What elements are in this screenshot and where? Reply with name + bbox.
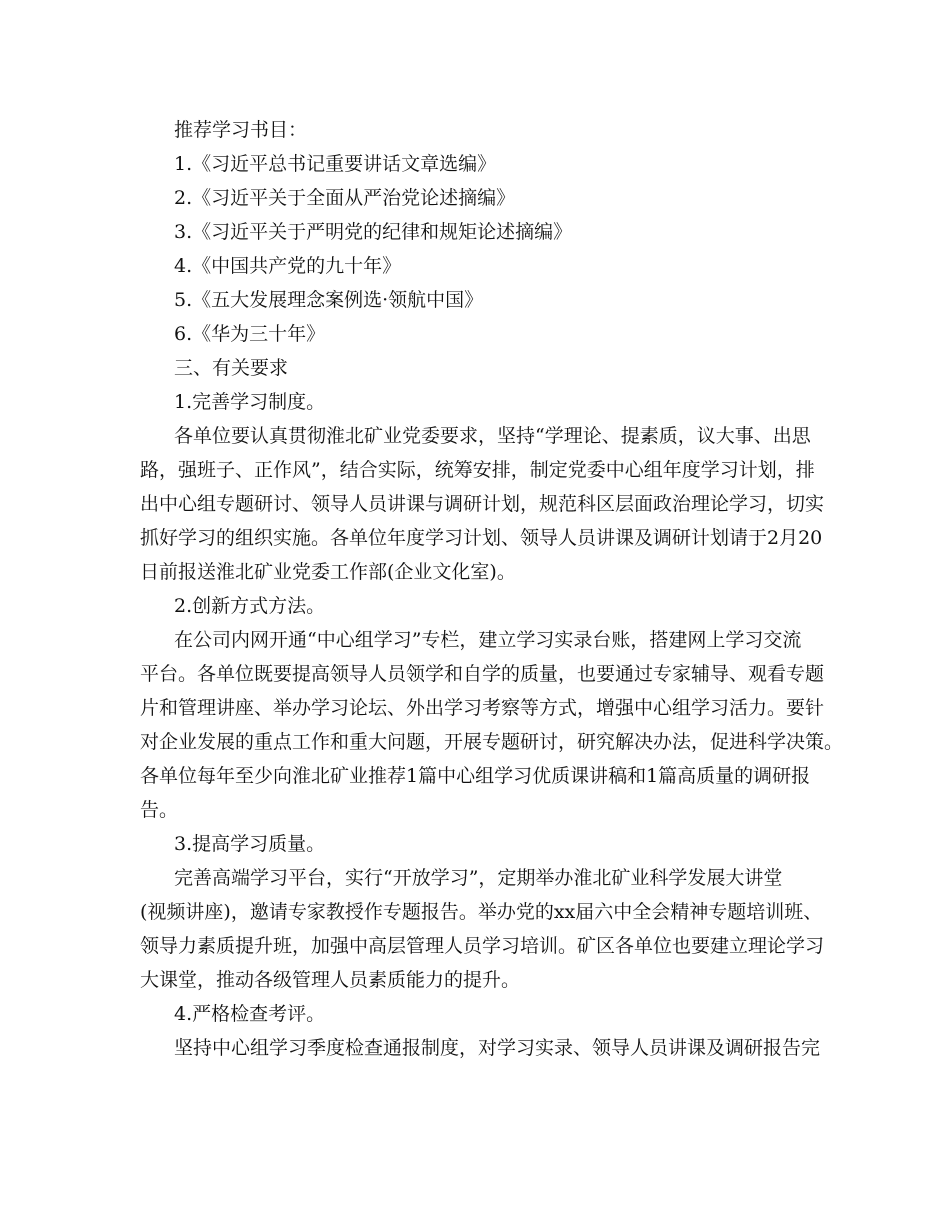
book-item: 2.《习近平关于全面从严治党论述摘编》 <box>174 187 516 209</box>
paragraph-line: 各单位要认真贯彻淮北矿业党委要求，坚持“学理论、提素质，议大事、出思 <box>174 425 811 447</box>
paragraph-line: 领导力素质提升班，加强中高层管理人员学习培训。矿区各单位也要建立理论学习 <box>140 935 825 957</box>
paragraph-line: 大课堂，推动各级管理人员素质能力的提升。 <box>140 969 521 991</box>
item-heading: 3.提高学习质量。 <box>174 833 326 855</box>
paragraph-line: 日前报送淮北矿业党委工作部(企业文化室)。 <box>140 561 516 583</box>
book-item: 3.《习近平关于严明党的纪律和规矩论述摘编》 <box>174 221 573 243</box>
item-heading: 4.严格检查考评。 <box>174 1003 326 1025</box>
paragraph-line: 完善高端学习平台，实行“开放学习”，定期举办淮北矿业科学发展大讲堂 <box>174 867 783 889</box>
paragraph-line: 抓好学习的组织实施。各单位年度学习计划、领导人员讲课及调研计划请于2月20 <box>140 527 823 549</box>
paragraph-line: 出中心组专题研讨、领导人员讲课与调研计划，规范科区层面政治理论学习，切实 <box>140 493 825 515</box>
book-item: 6.《华为三十年》 <box>174 323 326 345</box>
paragraph-line: 对企业发展的重点工作和重大问题，开展专题研讨，研究解决办法，促进科学决策。 <box>140 731 844 753</box>
paragraph-line: 平台。各单位既要提高领导人员领学和自学的质量，也要通过专家辅导、观看专题 <box>140 663 825 685</box>
paragraph-line: (视频讲座)，邀请专家教授作专题报告。举办党的xx届六中全会精神专题培训班、 <box>140 901 823 923</box>
paragraph-line: 告。 <box>140 799 179 821</box>
paragraph-line: 各单位每年至少向淮北矿业推荐1篇中心组学习优质课讲稿和1篇高质量的调研报 <box>140 765 811 787</box>
booklist-heading: 推荐学习书目： <box>174 119 308 141</box>
document-body <box>140 113 844 1065</box>
paragraph-line: 坚持中心组学习季度检查通报制度，对学习实录、领导人员讲课及调研报告完 <box>174 1037 821 1059</box>
item-heading: 2.创新方式方法。 <box>174 595 326 617</box>
item-heading: 1.完善学习制度。 <box>174 391 326 413</box>
book-item: 1.《习近平总书记重要讲话文章选编》 <box>174 153 497 175</box>
book-item: 5.《五大发展理念案例选·领航中国》 <box>174 289 484 311</box>
paragraph-line: 路，强班子、正作风”，结合实际，统筹安排，制定党委中心组年度学习计划，排 <box>140 459 815 481</box>
paragraph-line: 片和管理讲座、举办学习论坛、外出学习考察等方式，增强中心组学习活力。要针 <box>140 697 825 719</box>
section-heading: 三、有关要求 <box>174 357 289 379</box>
paragraph-line: 在公司内网开通“中心组学习”专栏，建立学习实录台账，搭建网上学习交流 <box>174 629 802 651</box>
book-item: 4.《中国共产党的九十年》 <box>174 255 402 277</box>
